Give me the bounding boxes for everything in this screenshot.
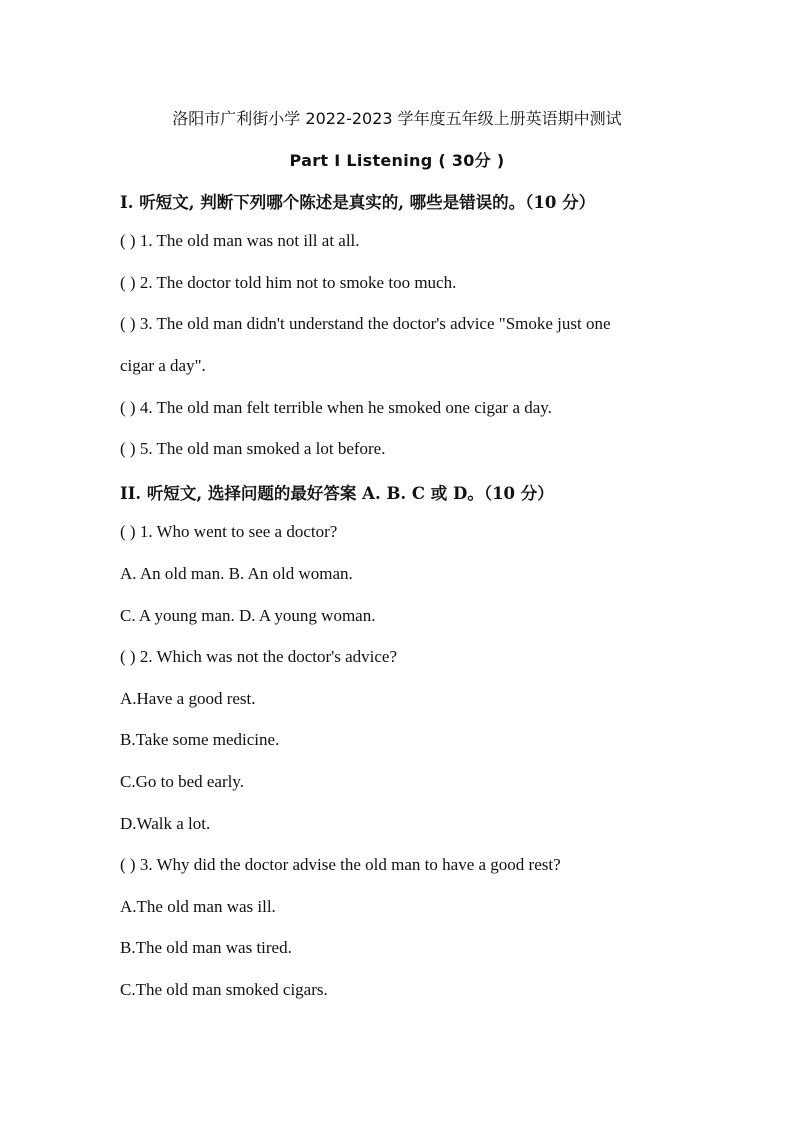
section1-heading: I. 听短文, 判断下列哪个陈述是真实的, 哪些是错误的。（10 分） xyxy=(120,193,596,212)
s2-line-10: A.The old man was ill. xyxy=(120,897,276,916)
s2-line-7: C.Go to bed early. xyxy=(120,772,245,791)
s1-line-5: ( ) 5. The old man smoked a lot before. xyxy=(120,439,386,458)
s1-line-1: ( ) 1. The old man was not ill at all. xyxy=(120,231,360,250)
s1-line-3: ( ) 3. The old man didn't understand the doctor's advice "Smoke just one xyxy=(120,314,611,333)
s2-line-9: ( ) 3. Why did the doctor advise the old man to have a good rest? xyxy=(120,855,561,874)
s2-line-12: C.The old man smoked cigars. xyxy=(120,980,328,999)
s2-line-3: C. A young man. D. A young woman. xyxy=(120,606,376,625)
page-title: 洛阳市广利街小学 2022-2023 学年度五年级上册英语期中测试 xyxy=(172,109,622,128)
s2-line-1: ( ) 1. Who went to see a doctor? xyxy=(120,522,338,541)
s2-line-2: A. An old man. B. An old woman. xyxy=(120,564,353,583)
s2-line-6: B.Take some medicine. xyxy=(120,730,280,749)
s1-line-4: ( ) 4. The old man felt terrible when he smoked one cigar a day. xyxy=(120,398,552,417)
s2-line-5: A.Have a good rest. xyxy=(120,689,256,708)
s1-line-2: ( ) 2. The doctor told him not to smoke too much. xyxy=(120,273,457,292)
s2-line-8: D.Walk a lot. xyxy=(120,814,211,833)
section2-heading: II. 听短文, 选择问题的最好答案 A. B. C 或 D。（10 分） xyxy=(120,484,554,503)
s1-line-3-cont: cigar a day". xyxy=(120,356,206,375)
part-heading: Part I Listening ( 30分 ) xyxy=(289,151,505,170)
s2-line-4: ( ) 2. Which was not the doctor's advice? xyxy=(120,647,398,666)
s2-line-11: B.The old man was tired. xyxy=(120,938,292,957)
